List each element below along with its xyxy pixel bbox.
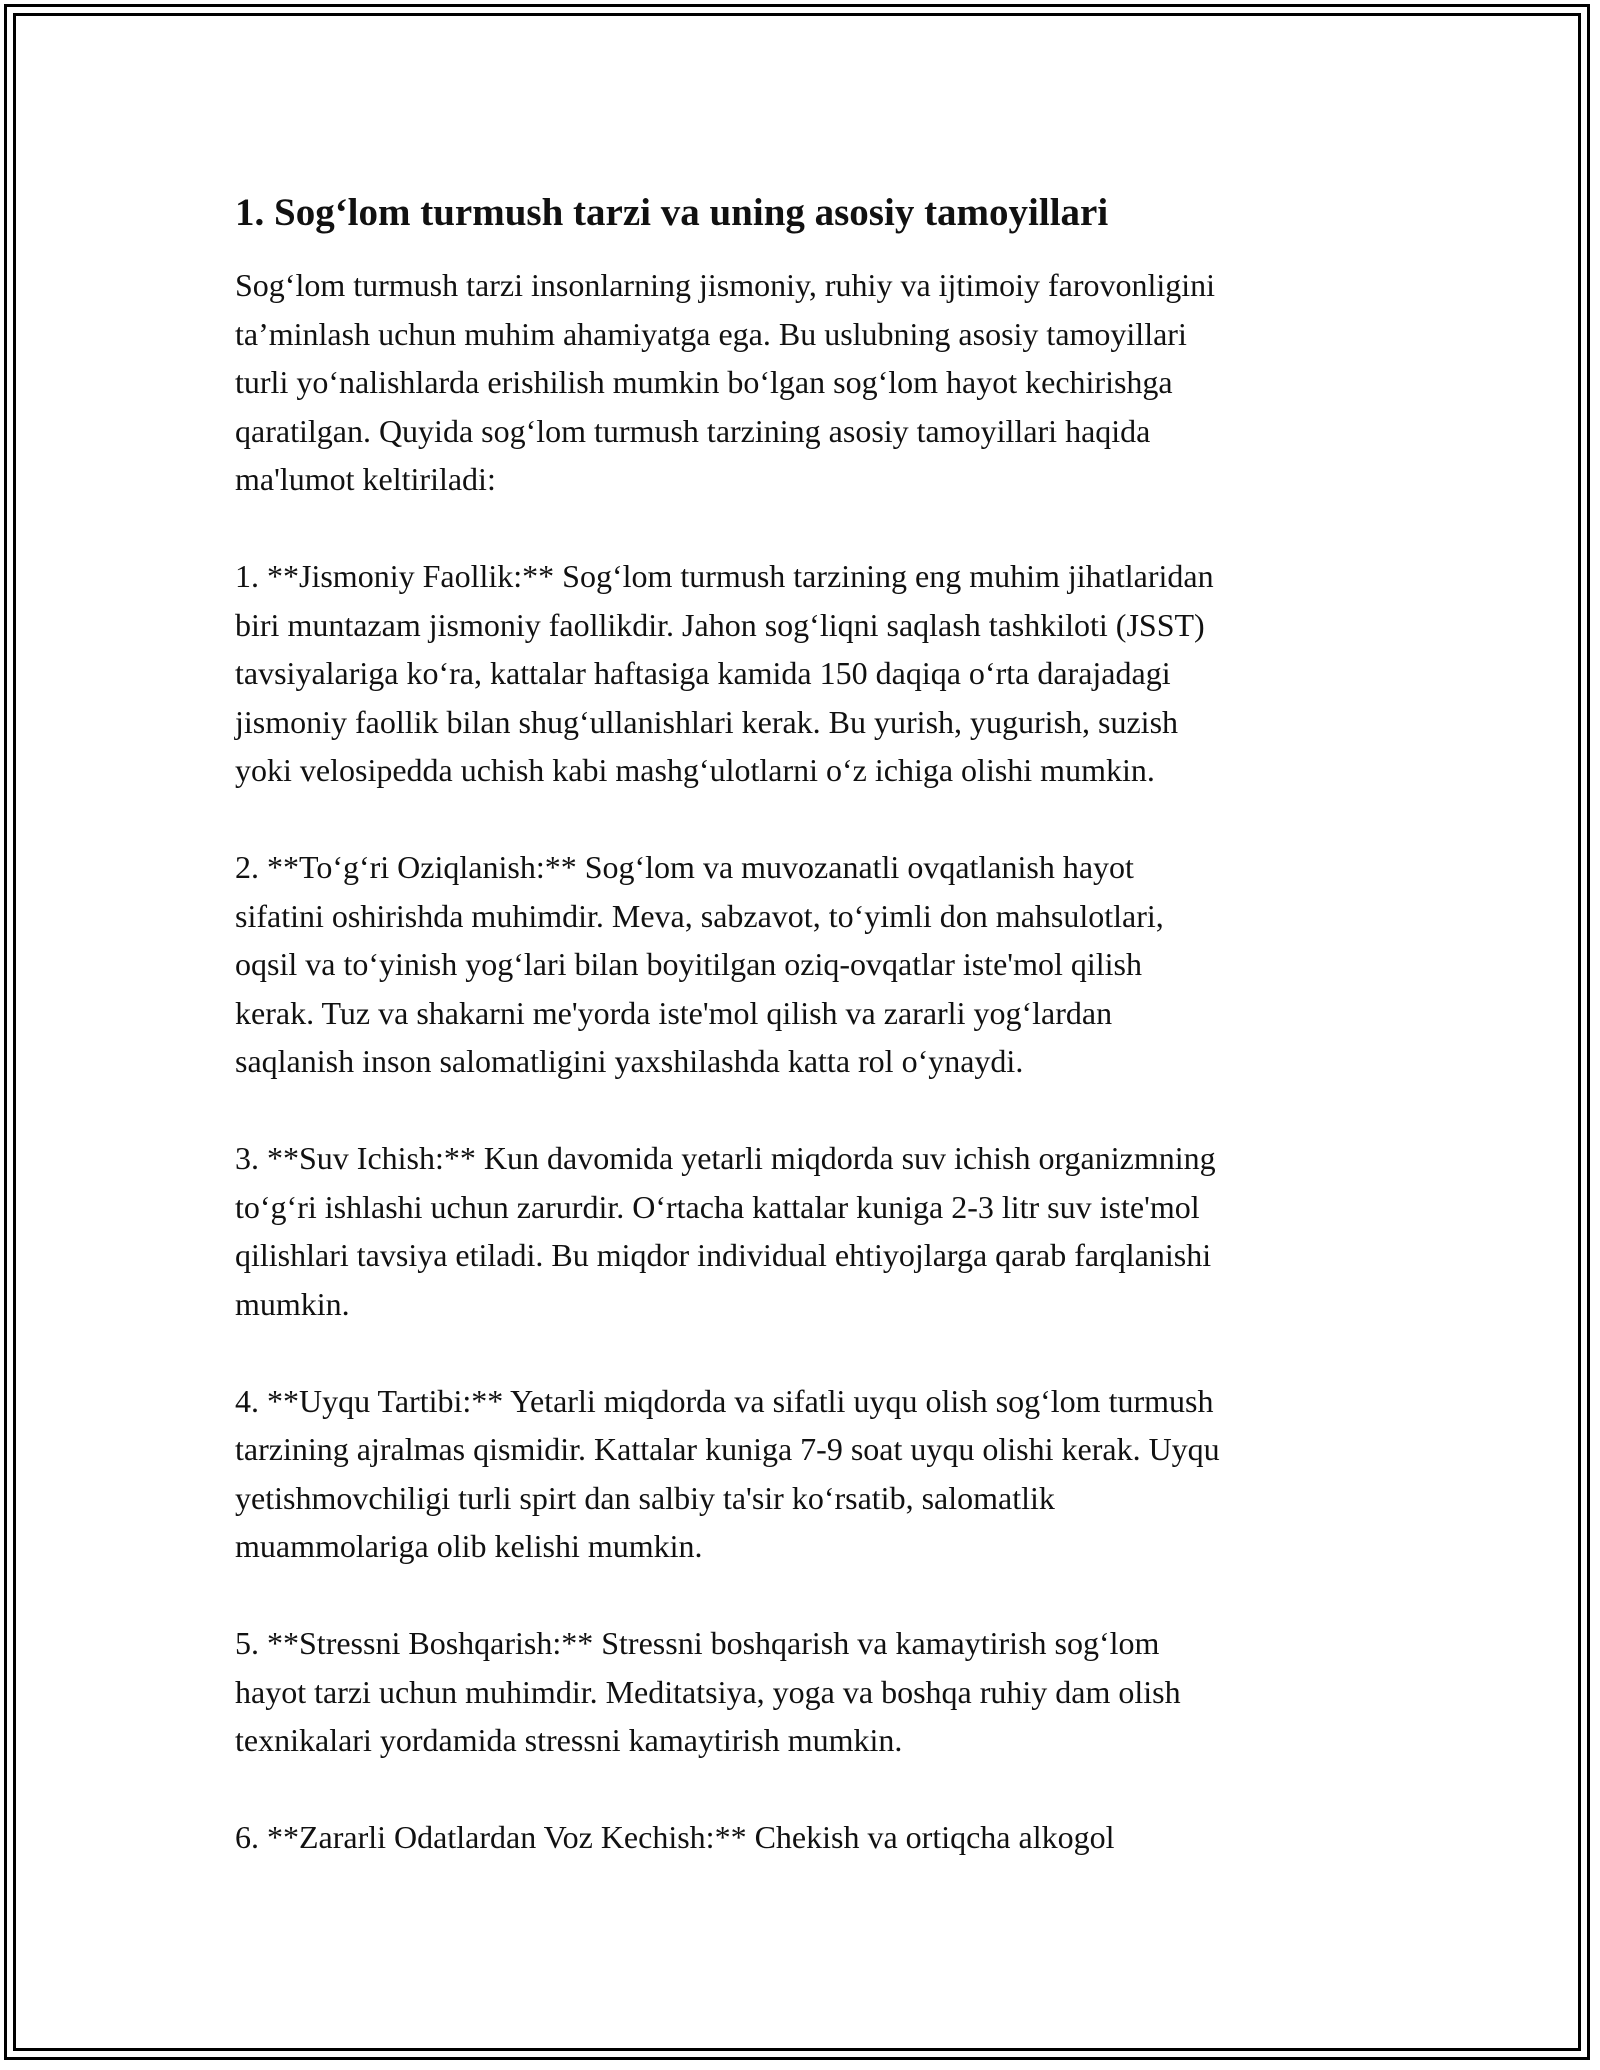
principle-paragraph — [235, 1813, 1375, 1862]
text-line: tarzining ajralmas qismidir. Kattalar kuniga 7-9 soat uyqu olishi kerak. Uyqu — [235, 1431, 1220, 1467]
text-line: texnikalari yordamida stressni kamaytirish mumkin. — [235, 1722, 903, 1758]
principle-paragraph — [235, 1619, 1375, 1765]
text-line: 2. **To‘g‘ri Oziqlanish:** Sog‘lom va muvozanatli ovqatlanish hayot — [235, 849, 1134, 885]
paragraph-list — [235, 261, 1375, 1862]
text-line: ta’minlash uchun muhim ahamiyatga ega. Bu uslubning asosiy tamoyillari — [235, 315, 1187, 352]
principle-paragraph — [235, 552, 1375, 795]
text-line: 5. **Stressni Boshqarish:** Stressni boshqarish va kamaytirish sog‘lom — [235, 1625, 1160, 1661]
principle-paragraph — [235, 1134, 1375, 1328]
text-line: qilishlari tavsiya etiladi. Bu miqdor individual ehtiyojlarga qarab farqlanishi — [235, 1237, 1212, 1273]
text-line: oqsil va to‘yinish yog‘lari bilan boyitilgan oziq-ovqatlar iste'mol qilish — [235, 946, 1142, 982]
document-body — [235, 183, 1375, 1910]
text-line: 4. **Uyqu Tartibi:** Yetarli miqdorda va sifatli uyqu olish sog‘lom turmush — [235, 1382, 1214, 1419]
text-line: to‘g‘ri ishlashi uchun zarurdir. O‘rtacha kattalar kuniga 2-3 litr suv iste'mol — [235, 1188, 1200, 1225]
text-line: yetishmovchiligi turli spirt dan salbiy ta'sir ko‘rsatib, salomatlik — [235, 1479, 1055, 1516]
text-line: hayot tarzi uchun muhimdir. Meditatsiya, yoga va boshqa ruhiy dam olish — [235, 1673, 1181, 1710]
principle-paragraph — [235, 1377, 1375, 1571]
principle-paragraph — [235, 843, 1375, 1086]
text-line: 6. **Zararli Odatlardan Voz Kechish:** Chekish va ortiqcha alkogol — [235, 1819, 1115, 1855]
text-line: yoki velosipedda uchish kabi mashg‘ulotlarni o‘z ichiga olishi mumkin. — [235, 752, 1155, 788]
intro-paragraph — [235, 261, 1375, 504]
text-line: muammolariga olib kelishi mumkin. — [235, 1528, 703, 1564]
text-line: turli yo‘nalishlarda erishilish mumkin bo‘lgan sog‘lom hayot kechirishga — [235, 364, 1173, 400]
text-line: jismoniy faollik bilan shug‘ullanishlari kerak. Bu yurish, yugurish, suzish — [235, 703, 1179, 740]
text-line: Sog‘lom turmush tarzi insonlarning jismoniy, ruhiy va ijtimoiy farovonligini — [235, 267, 1216, 303]
text-line: kerak. Tuz va shakarni me'yorda iste'mol qilish va zararli yog‘lardan — [235, 994, 1113, 1031]
text-line: tavsiyalariga ko‘ra, kattalar haftasiga kamida 150 daqiqa o‘rta darajadagi — [235, 655, 1171, 691]
section-heading: 1. Sog‘lom turmush tarzi va uning asosiy tamoyillari — [235, 191, 1109, 234]
text-line: saqlanish inson salomatligini yaxshilashda katta rol o‘ynaydi. — [235, 1043, 1024, 1079]
text-line: ma'lumot keltiriladi: — [235, 461, 496, 497]
text-line: sifatini oshirishda muhimdir. Meva, sabzavot, to‘yimli don mahsulotlari, — [235, 897, 1164, 934]
text-line: 3. **Suv Ichish:** Kun davomida yetarli miqdorda suv ichish organizmning — [235, 1140, 1216, 1176]
text-line: biri muntazam jismoniy faollikdir. Jahon sog‘liqni saqlash tashkiloti (JSST) — [235, 606, 1205, 643]
text-line: 1. **Jismoniy Faollik:** Sog‘lom turmush tarzining eng muhim jihatlaridan — [235, 558, 1214, 594]
text-line: qaratilgan. Quyida sog‘lom turmush tarzining asosiy tamoyillari haqida — [235, 412, 1151, 449]
text-line: mumkin. — [235, 1285, 350, 1322]
